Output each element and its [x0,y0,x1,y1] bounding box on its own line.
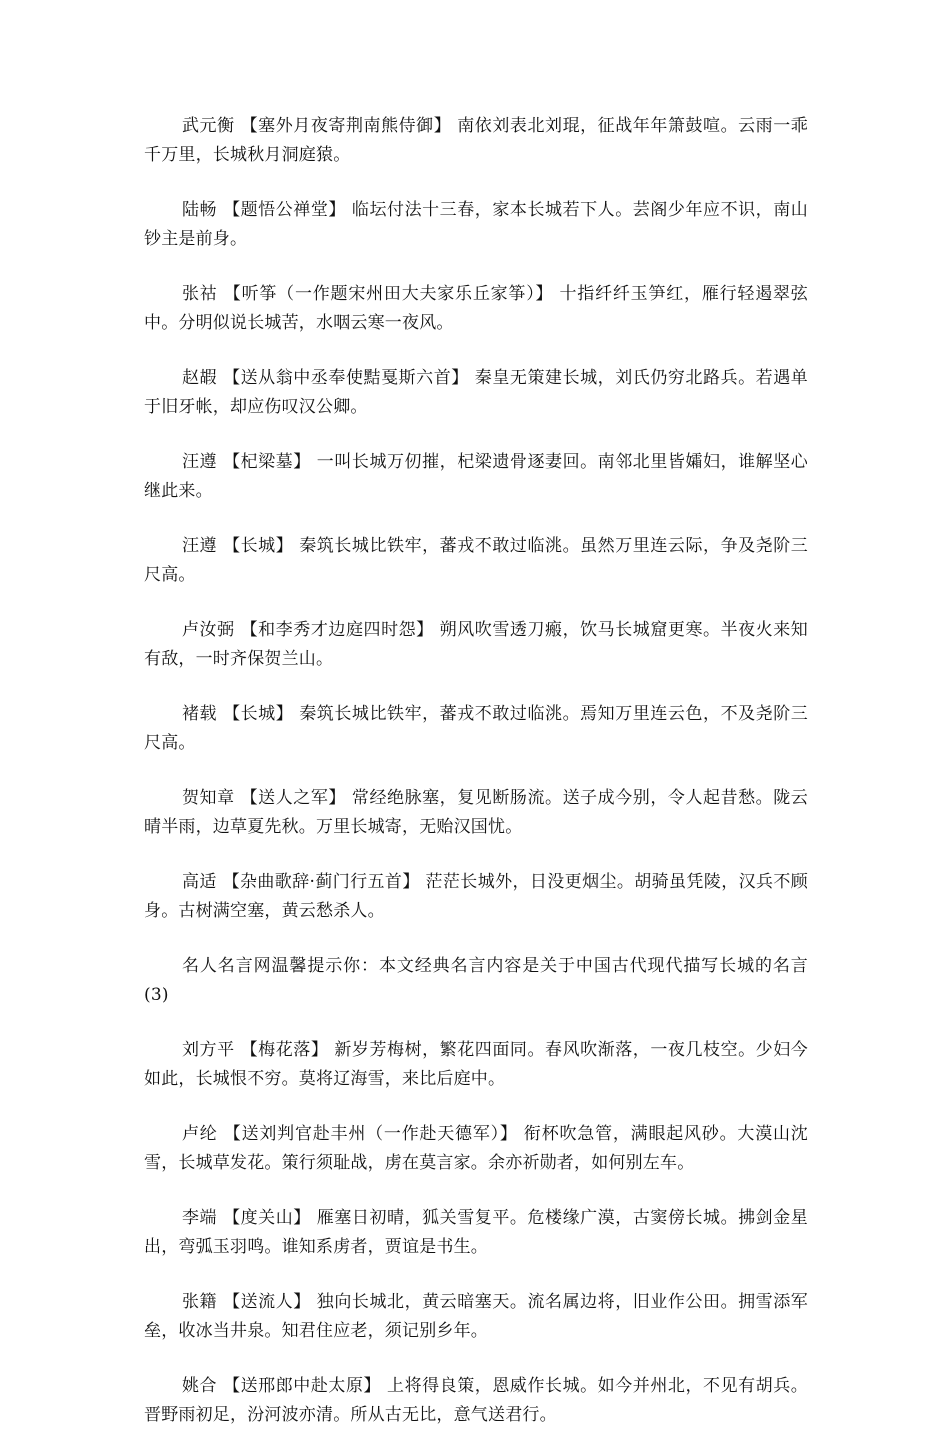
paragraph-text: 张籍 【送流人】 独向长城北，黄云暗塞天。流名属边将，旧业作公田。拥雪添军垒，收冰当井泉。知君住应老，须记别乡年。 [144,1292,808,1341]
poem-paragraph [144,700,808,758]
poem-paragraph [144,1288,808,1346]
poem-paragraph [144,448,808,506]
poem-paragraph [144,112,808,170]
poem-paragraph [144,364,808,422]
poem-paragraph [144,532,808,590]
paragraph-text: 汪遵 【长城】 秦筑长城比铁牢，蕃戎不敢过临洮。虽然万里连云际，争及尧阶三尺高。 [144,536,808,585]
poem-paragraph [144,784,808,842]
poem-paragraph [144,280,808,338]
paragraph-text: 褚载 【长城】 秦筑长城比铁牢，蕃戎不敢过临洮。焉知万里连云色，不及尧阶三尺高。 [144,704,808,753]
paragraph-text: 姚合 【送邢郎中赴太原】 上将得良策，恩威作长城。如今并州北，不见有胡兵。晋野雨初足，汾河波亦清。所从古无比，意气送君行。 [144,1376,808,1425]
paragraph-text: 卢汝弼 【和李秀才边庭四时怨】 朔风吹雪透刀瘢，饮马长城窟更寒。半夜火来知有敌，一时齐保贺兰山。 [144,620,808,669]
paragraph-text: 武元衡 【塞外月夜寄荆南熊侍御】 南依刘表北刘琨，征战年年箫鼓喧。云雨一乖千万里，长城秋月洞庭猿。 [144,116,808,165]
paragraph-text: 汪遵 【杞梁墓】 一叫长城万仞摧，杞梁遗骨逐妻回。南邻北里皆孀妇，谁解坚心继此来。 [144,452,808,501]
site-notice-paragraph [144,952,808,1010]
paragraph-text: 张祜 【听筝（一作题宋州田大夫家乐丘家筝）】 十指纤纤玉笋红，雁行轻遏翠弦中。分明似说长城苦，水咽云寒一夜风。 [144,284,808,333]
paragraph-text: 李端 【度关山】 雁塞日初晴，狐关雪复平。危楼缘广漠，古窦傍长城。拂剑金星出，弯弧玉羽鸣。谁知系虏者，贾谊是书生。 [144,1208,808,1257]
paragraph-text: 贺知章 【送人之军】 常经绝脉塞，复见断肠流。送子成今别，令人起昔愁。陇云晴半雨，边草夏先秋。万里长城寄，无贻汉国忧。 [144,788,808,837]
poem-paragraph [144,616,808,674]
paragraph-text: 高适 【杂曲歌辞·蓟门行五首】 茫茫长城外，日没更烟尘。胡骑虽凭陵，汉兵不顾身。古树满空塞，黄云愁杀人。 [144,872,808,921]
poem-paragraph [144,868,808,926]
paragraph-text: 卢纶 【送刘判官赴丰州（一作赴天德军）】 衔杯吹急管，满眼起风砂。大漠山沈雪，长城草发花。策行须耻战，虏在莫言家。余亦祈勋者，如何别左车。 [144,1124,808,1173]
poem-paragraph [144,1036,808,1094]
paragraph-text: 陆畅 【题悟公禅堂】 临坛付法十三春，家本长城若下人。芸阁少年应不识，南山钞主是前身。 [144,200,808,249]
poem-paragraph [144,196,808,254]
poem-paragraph [144,1372,808,1430]
poem-paragraph [144,1120,808,1178]
document-body [144,112,808,1456]
poem-paragraph [144,1204,808,1262]
paragraph-text: 赵嘏 【送从翁中丞奉使黠戛斯六首】 秦皇无策建长城，刘氏仍穷北路兵。若遇单于旧牙帐，却应伤叹汉公卿。 [144,368,808,417]
paragraph-text: 名人名言网温馨提示你：本文经典名言内容是关于中国古代现代描写长城的名言(3) [144,956,808,1005]
paragraph-text: 刘方平 【梅花落】 新岁芳梅树，繁花四面同。春风吹渐落，一夜几枝空。少妇今如此，长城恨不穷。莫将辽海雪，来比后庭中。 [144,1040,808,1089]
